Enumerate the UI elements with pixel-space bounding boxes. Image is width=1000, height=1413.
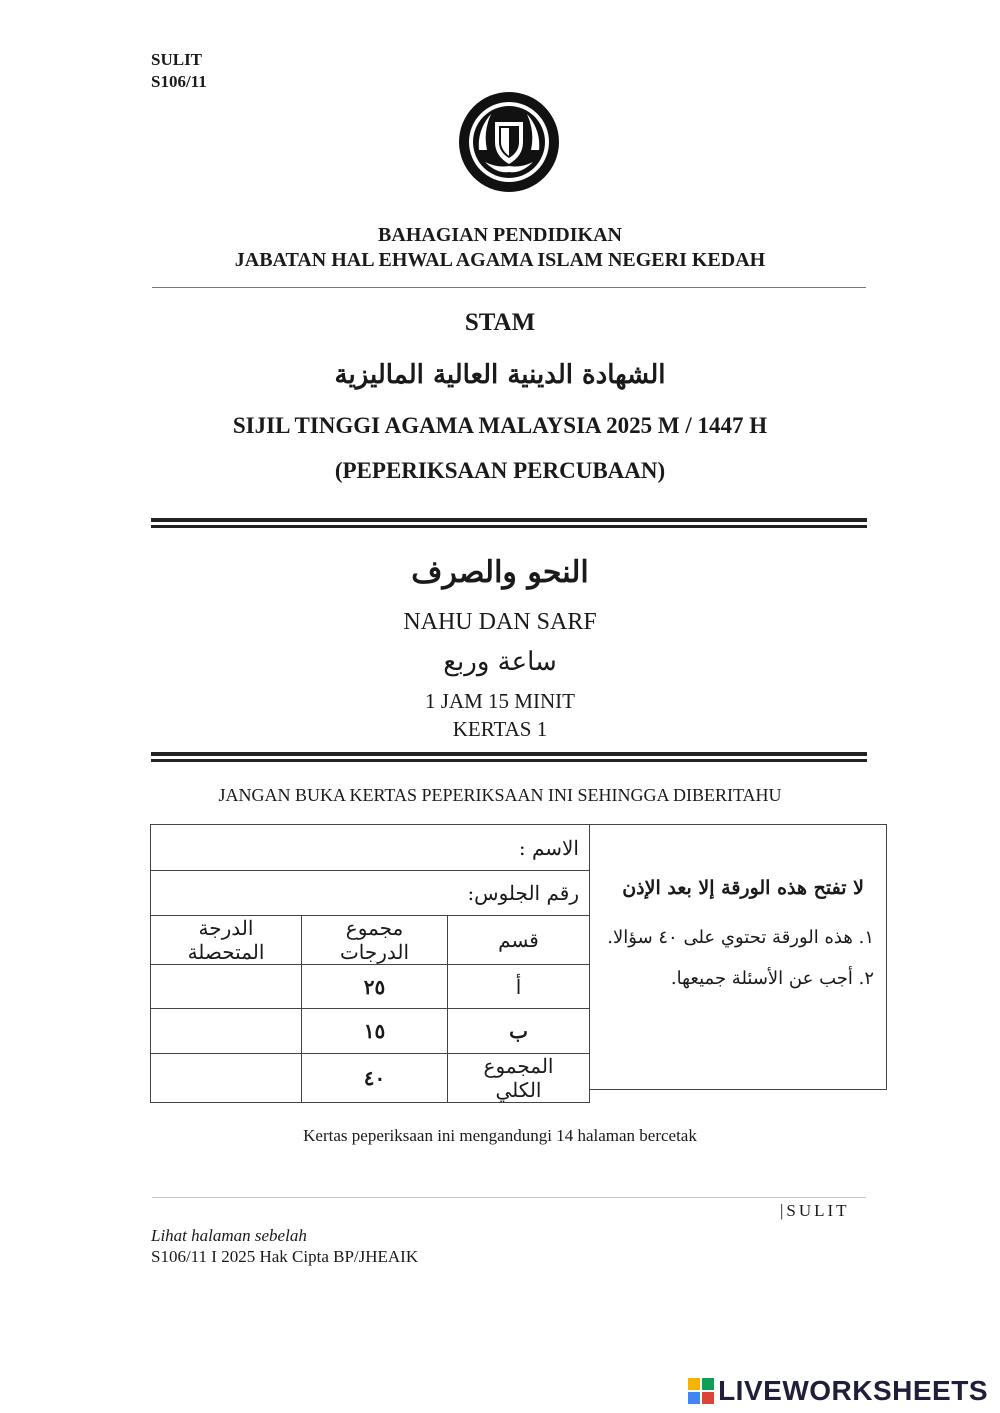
double-rule-top-b <box>151 525 867 528</box>
col-section: قسم <box>448 916 590 965</box>
instructions-heading: لا تفتح هذه الورقة إلا بعد الإذن <box>622 877 864 899</box>
paper-code: S106/11 <box>151 72 207 91</box>
copyright: S106/11 I 2025 Hak Cipta BP/JHEAIK <box>151 1247 419 1266</box>
exam-subtitle: (PEPERIKSAAN PERCUBAAN) <box>334 458 666 483</box>
subject-name: NAHU DAN SARF <box>403 609 597 635</box>
duration-arabic: ساعة وربع <box>443 647 557 677</box>
section-cell: المجموع الكلي <box>448 1054 590 1103</box>
org-line1: BAHAGIAN PENDIDIKAN <box>378 224 622 246</box>
obtained-cell[interactable] <box>151 1054 302 1103</box>
arabic-title: الشهادة الدينية العالية الماليزية <box>334 360 666 390</box>
candidate-form <box>150 824 590 1103</box>
name-label: الاسم : <box>518 835 579 860</box>
next-page-note: Lihat halaman sebelah <box>151 1226 307 1245</box>
divider <box>152 287 866 288</box>
liveworksheets-text: LIVEWORKSHEETS <box>718 1375 988 1406</box>
double-rule-bottom-a <box>151 752 867 756</box>
liveworksheets-icon <box>688 1378 714 1404</box>
section-cell: ب <box>448 1009 590 1054</box>
double-rule-bottom-b <box>151 759 867 762</box>
table-row <box>151 1009 590 1054</box>
total-cell: ٤٠ <box>302 1054 448 1103</box>
double-rule-top-a <box>151 518 867 522</box>
table-row <box>151 1054 590 1103</box>
liveworksheets-logo <box>688 1375 988 1407</box>
exam-title: SIJIL TINGGI AGAMA MALAYSIA 2025 M / 1447 H <box>232 413 768 438</box>
org-line2: JABATAN HAL EHWAL AGAMA ISLAM NEGERI KEDAH <box>234 249 766 271</box>
warning-text: JANGAN BUKA KERTAS PEPERIKSAAN INI SEHINGGA DIBERITAHU <box>218 785 782 805</box>
col-obtained: الدرجة المتحصلة <box>151 916 302 965</box>
seat-number-label: رقم الجلوس: <box>467 881 579 905</box>
instruction-item: ٢. أجب عن الأسئلة جميعها. <box>670 968 874 989</box>
footer-divider <box>152 1197 866 1198</box>
name-field[interactable] <box>151 825 590 871</box>
page-count-note: Kertas peperiksaan ini mengandungi 14 halaman bercetak <box>303 1126 697 1145</box>
sulit-label: SULIT <box>151 50 203 69</box>
instructions-box <box>589 824 887 1090</box>
section-cell: أ <box>448 965 590 1009</box>
total-cell: ٢٥ <box>302 965 448 1009</box>
obtained-cell[interactable] <box>151 965 302 1009</box>
table-row <box>151 965 590 1009</box>
paper-number: KERTAS 1 <box>452 717 548 741</box>
subject-arabic: النحو والصرف <box>411 555 589 590</box>
stam-title: STAM <box>464 309 536 336</box>
footer-sulit: |SULIT <box>780 1201 850 1220</box>
col-total: مجموع الدرجات <box>302 916 448 965</box>
seat-number-field[interactable] <box>151 871 590 916</box>
duration: 1 JAM 15 MINIT <box>425 689 575 713</box>
instruction-item: ١. هذه الورقة تحتوي على ٤٠ سؤالا. <box>607 927 874 948</box>
obtained-cell[interactable] <box>151 1009 302 1054</box>
total-cell: ١٥ <box>302 1009 448 1054</box>
crest-logo <box>457 90 561 199</box>
